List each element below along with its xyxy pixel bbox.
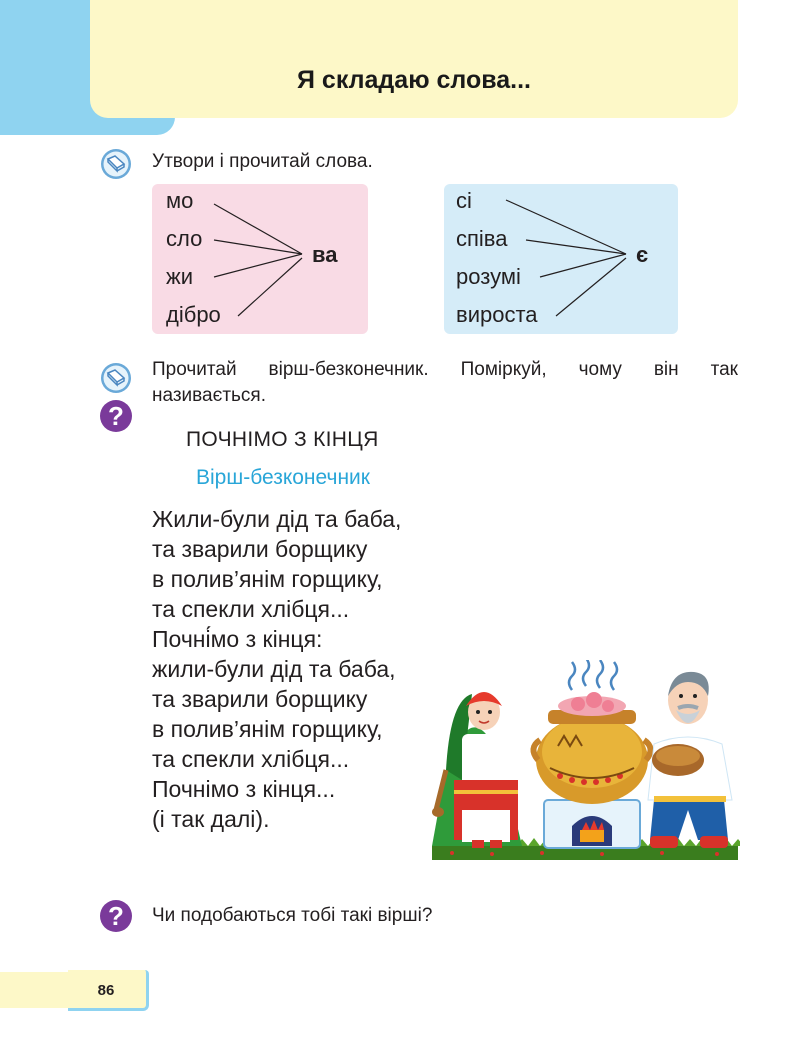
question-icon: ? (100, 400, 132, 432)
poem-title: ПОЧНІМО З КІНЦЯ (186, 428, 379, 451)
question-icon: ? (100, 900, 132, 932)
poem-line: Почні́мо з кінця: (152, 626, 323, 652)
syllable-box-right (444, 184, 678, 334)
grandparents-illustration (432, 660, 740, 867)
syllable: сло (166, 226, 203, 251)
syllable: співа (456, 226, 508, 251)
book-icon (100, 362, 132, 399)
poem-subtitle: Вірш-безконечник (196, 466, 370, 489)
poem-line: жили-були дід та баба, (152, 656, 396, 682)
header-banner (90, 0, 738, 118)
task2-instruction-line1: Прочитай вірш-безконечник. Поміркуй, чому він так (152, 359, 738, 380)
connector-lines (152, 184, 368, 334)
book-icon (100, 148, 132, 185)
poem-line: та спекли хлібця... (152, 746, 350, 772)
syllable-box-left (152, 184, 368, 334)
poem-line: Жили-були дід та баба, (152, 506, 402, 532)
poem-line: в полив’янім горщику, (152, 716, 383, 742)
syllable: мо (166, 188, 194, 213)
syllable: вироста (456, 302, 538, 327)
page-number: 86 (97, 982, 115, 999)
syllable: розумі (456, 264, 521, 289)
poem-line: (і так далі). (152, 806, 270, 832)
poem-line: в полив’янім горщику, (152, 566, 383, 592)
task3-question: Чи подобаються тобі такі вірші? (152, 905, 433, 926)
page-title: Я складаю слова... (297, 66, 531, 94)
task2-instruction-line2: називається. (152, 385, 266, 406)
word-ending: ва (312, 242, 338, 267)
poem-line: та зварили борщику (152, 536, 368, 562)
task1-instruction: Утвори і прочитай слова. (152, 151, 373, 172)
poem-line: Почнімо з кінця... (152, 776, 336, 802)
syllable: сі (456, 188, 472, 213)
poem-line: та зварили борщику (152, 686, 368, 712)
syllable: жи (166, 264, 194, 289)
poem-line: та спекли хлібця... (152, 596, 350, 622)
connector-lines (444, 184, 678, 334)
syllable: дібро (166, 302, 221, 327)
word-ending: є (636, 242, 649, 267)
